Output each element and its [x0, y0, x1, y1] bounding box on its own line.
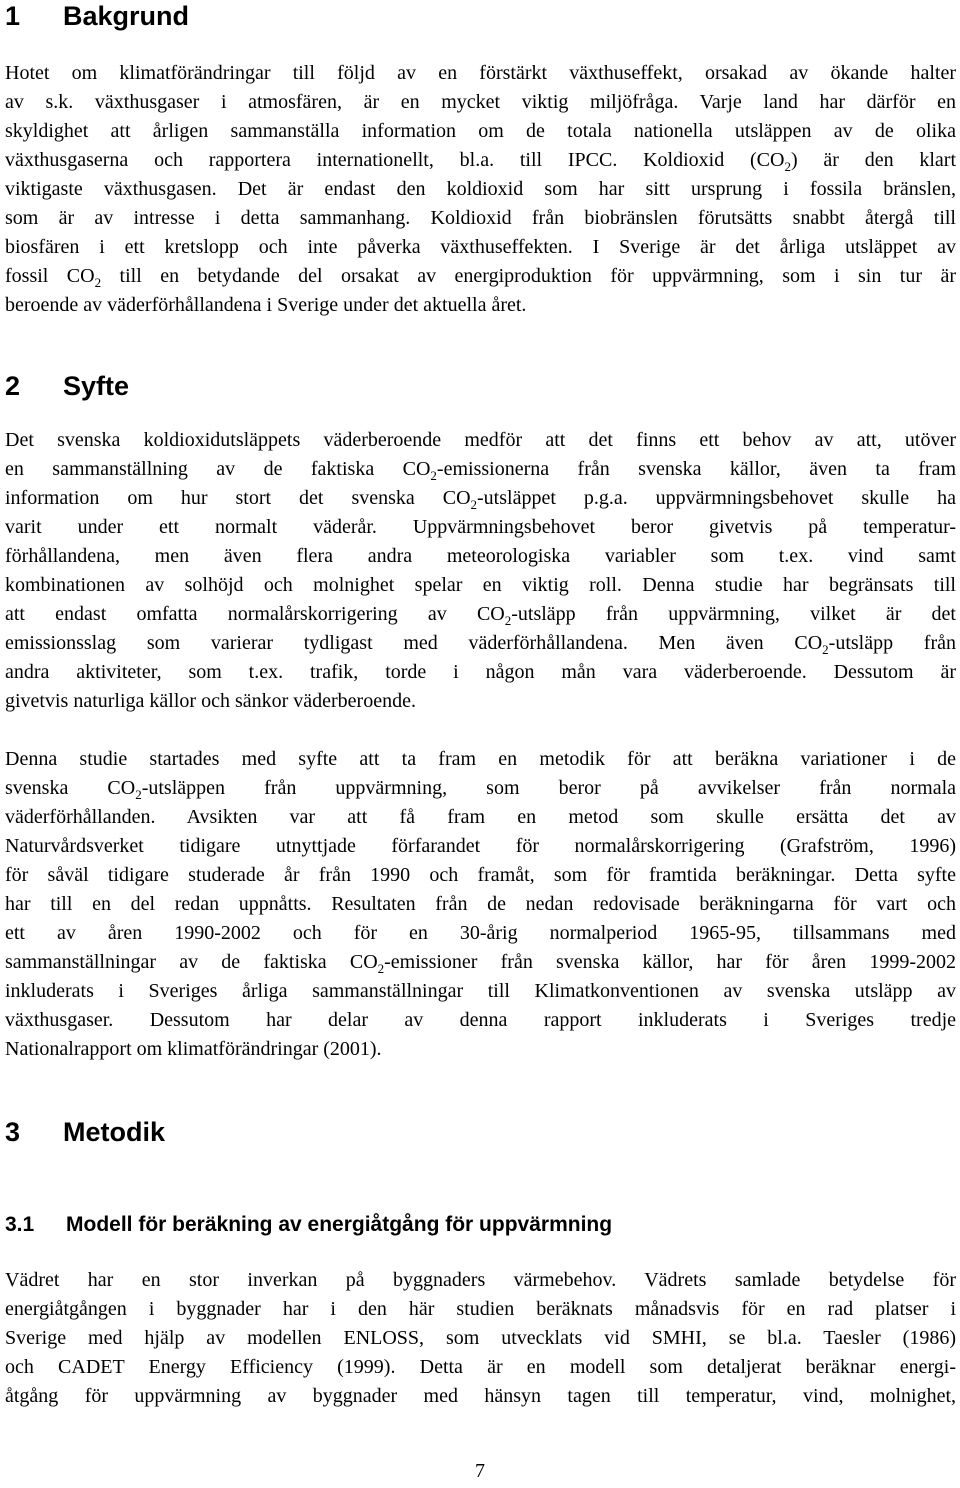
text-line: växthusgaserna och rapportera internationellt, bl.a. till IPCC. Koldioxid $(CO_2)$ är den klart [5, 149, 956, 174]
subscript: 2 [135, 787, 142, 802]
text-line: och CADET Energy Efficiency (1999). Detta är en modell som detaljerat beräknar energi- [5, 1356, 956, 1378]
text-line: Nationalrapport om klimatförändringar (2001). [5, 1038, 382, 1060]
text-line: förhållandena, men även flera andra meteorologiska variabler som t.ex. vind samt [5, 545, 956, 567]
section-title: Syfte [63, 371, 130, 401]
text-line: av s.k. växthusgaser i atmosfären, är en mycket viktig miljöfråga. Varje land har därför en [5, 91, 956, 113]
text-line: har till en del redan uppnåtts. Resultaten från de nedan redovisade beräkningarna för vart och [5, 893, 956, 915]
text-line: skyldighet att årligen sammanställa information om de totala nationella utsläppen av de olika [5, 120, 956, 142]
text-line: Naturvårdsverket tidigare utnyttjade förfarandet för normalårskorrigering (Grafström, 1996) [5, 835, 956, 857]
text-line: fossil $CO_2$ till en betydande del orsakat av energiproduktion för uppvärmning, som i sin tur är [5, 265, 957, 290]
subscript: 2 [504, 613, 512, 628]
section-heading-syfte [5, 370, 129, 402]
text-line: ett av åren 1990-2002 och för en 30-årig normalperiod 1965-95, tillsammans med [5, 922, 956, 944]
subscript: 2 [377, 961, 385, 976]
section-title: Bakgrund [63, 1, 190, 31]
text-line: givetvis naturliga källor och sänkor väderberoende. [5, 690, 416, 712]
section-number: 3 [5, 1117, 21, 1147]
subsection-heading-modell [5, 1211, 612, 1239]
text-line: växthusgaser. Dessutom har delar av denna rapport inkluderats i Sveriges tredje [5, 1009, 956, 1031]
text-line: åtgång för uppvärmning av byggnader med hänsyn tagen till temperatur, vind, molnighet, [5, 1385, 956, 1407]
page-number: 7 [475, 1460, 485, 1482]
text-line: Det svenska koldioxidutsläppets väderberoende medför att det finns ett behov av att, utöver [5, 429, 956, 451]
section-title: Metodik [63, 1117, 166, 1147]
subscript: 2 [784, 159, 791, 174]
text-line: andra aktiviteter, som t.ex. trafik, torde i någon mån vara väderberoende. Dessutom är [5, 661, 956, 683]
subscript: 2 [94, 275, 102, 290]
subscript: 2 [822, 642, 829, 657]
text-line: som är av intresse i detta sammanhang. Koldioxid från biobränslen förutsätts snabbt återgå till [5, 207, 956, 229]
text-line: beroende av väderförhållandena i Sverige under det aktuella året. [5, 294, 527, 316]
text-line: Hotet om klimatförändringar till följd av en förstärkt växthuseffekt, orsakad av ökande halter [5, 62, 956, 84]
paragraph-syfte-2 [5, 745, 956, 1064]
section-number: 1 [5, 1, 21, 31]
text-line: en sammanställning av de faktiska $CO_2$-emissionerna från svenska källor, även ta fram [5, 458, 957, 483]
subscript: 2 [430, 468, 437, 483]
text-line: Vädret har en stor inverkan på byggnaders värmebehov. Vädrets samlade betydelse för [5, 1269, 956, 1291]
text-line: svenska $CO_2$-utsläppen från uppvärmning, som beror på avvikelser från normala [5, 777, 957, 802]
section-number: 2 [5, 371, 21, 401]
text-line: för såväl tidigare studerade år från 1990 och framåt, som för framtida beräkningar. Detta syfte [5, 864, 956, 886]
text-line: kombinationen av solhöjd och molnighet spelar en viktig roll. Denna studie har begränsats till [5, 574, 956, 596]
paragraph-bakgrund [5, 59, 956, 320]
text-line: väderförhållanden. Avsikten var att få fram en metod som skulle ersätta det av [5, 806, 956, 828]
subscript: 2 [470, 497, 478, 512]
text-line: att endast omfatta normalårskorrigering av $CO_2$-utsläpp från uppvärmning, vilket är det [5, 603, 956, 628]
text-line: inkluderats i Sveriges årliga sammanställningar till Klimatkonventionen av svenska utsläpp av [5, 980, 956, 1002]
text-line: Denna studie startades med syfte att ta fram en metodik för att beräkna variationer i de [5, 748, 956, 770]
paragraph-syfte-1 [5, 426, 956, 716]
section-number: 3.1 [5, 1213, 35, 1236]
text-line: emissionsslag som varierar tydligast med väderförhållandena. Men även $CO_2$-utsläpp från [5, 632, 956, 657]
text-line: sammanställningar av de faktiska $CO_2$-emissioner från svenska källor, har för åren 1999-2002 [5, 951, 957, 976]
section-title: Modell för beräkning av energiåtgång för uppvärmning [66, 1213, 613, 1236]
text-line: varit under ett normalt väderår. Uppvärmningsbehovet beror givetvis på temperatur- [5, 516, 956, 538]
section-heading-bakgrund [5, 0, 189, 32]
text-line: Sverige med hjälp av modellen ENLOSS, som utvecklats vid SMHI, se bl.a. Taesler (1986) [5, 1327, 956, 1349]
text-line: information om hur stort det svenska $CO_2$-utsläppet p.g.a. uppvärmningsbehovet skulle ha [5, 487, 957, 512]
text-line: biosfären i ett kretslopp och inte påverka växthuseffekten. I Sverige är det årliga utsläppet av [5, 236, 956, 258]
paragraph-metodik [5, 1266, 956, 1411]
text-line: viktigaste växthusgasen. Det är endast den koldioxid som har sitt ursprung i fossila bränslen, [5, 178, 956, 200]
section-heading-metodik [5, 1116, 165, 1148]
text-line: energiåtgången i byggnader har i den här studien beräknats månadsvis för en rad platser i [5, 1298, 956, 1320]
